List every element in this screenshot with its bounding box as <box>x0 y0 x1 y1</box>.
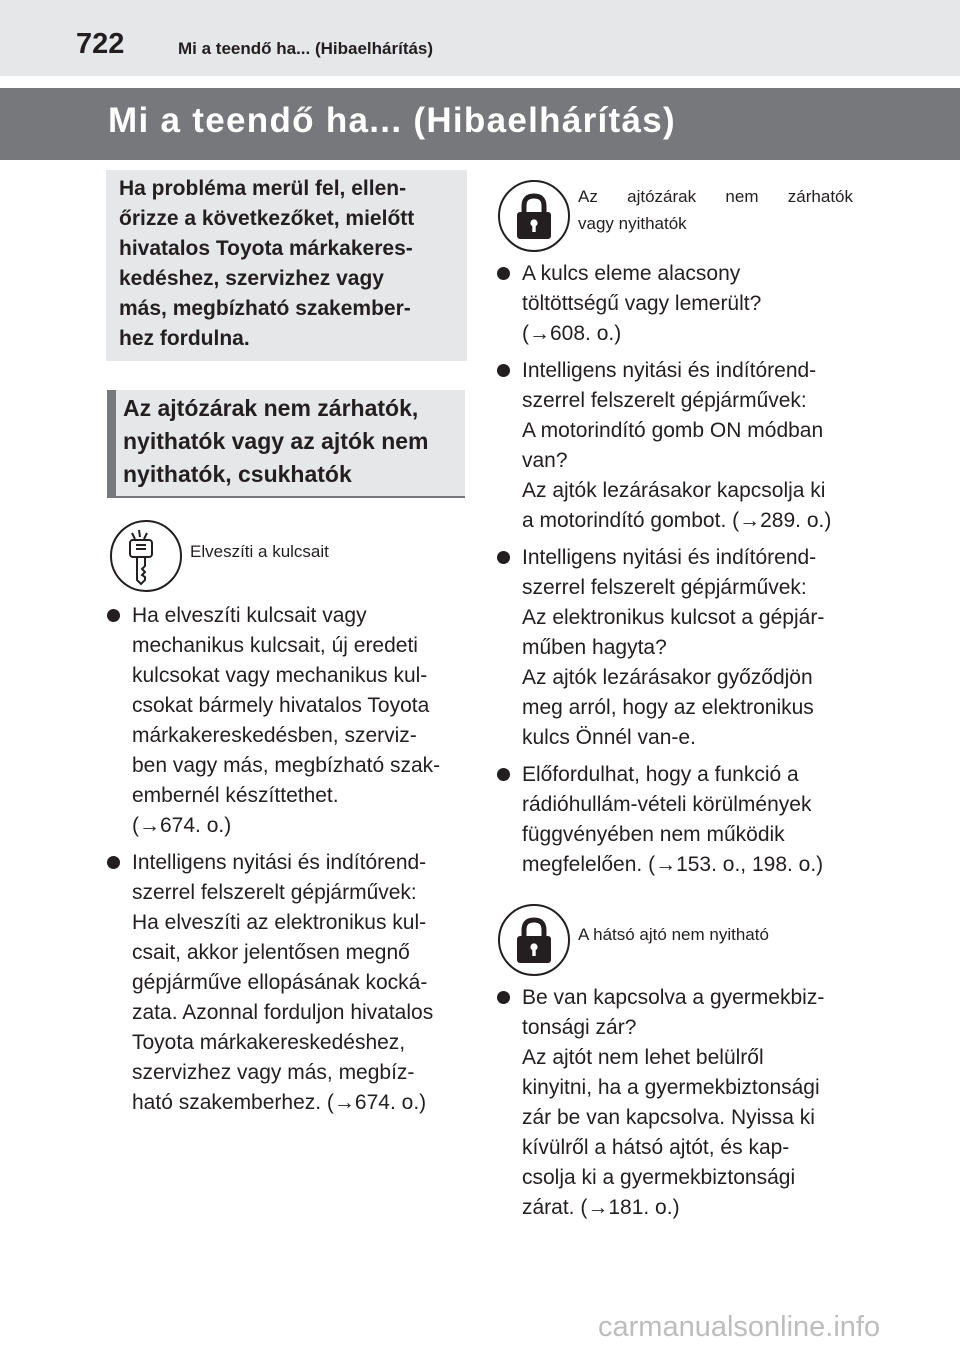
bullet <box>497 768 510 781</box>
page-title: Mi a teendő ha... (Hibaelhárítás) <box>108 101 677 140</box>
item-line: Intelligens nyitási és indítórend- <box>522 546 817 569</box>
item-line: csokat bármely hivatalos Toyota <box>132 694 430 717</box>
list-item <box>132 848 433 1118</box>
item-line: embernél készíttethet. <box>132 784 339 807</box>
item-line: szerrel felszerelt gépjárművek: <box>522 576 807 599</box>
subheading-line: vagy nyithatók <box>578 214 687 233</box>
item-line: Az ajtót nem lehet belülről <box>522 1046 764 1069</box>
intro-line: hez fordulna. <box>119 327 250 350</box>
item-line: gépjárműve ellopásának kocká- <box>132 971 428 994</box>
item-line: szervizhez vagy más, megbíz- <box>132 1061 415 1084</box>
item-line: ható szakemberhez. (→674. o.) <box>132 1091 427 1114</box>
item-line: kinyitni, ha a gyermekbiztonsági <box>522 1076 820 1099</box>
item-line: Be van kapcsolva a gyermekbiz- <box>522 986 825 1009</box>
item-line: ben vagy más, megbízható szak- <box>132 754 441 777</box>
list-item <box>522 983 824 1223</box>
padlock-icon <box>498 904 570 976</box>
item-line: Intelligens nyitási és indítórend- <box>132 851 427 874</box>
list-item <box>132 601 440 841</box>
item-line: csait, akkor jelentősen megnő <box>132 941 410 964</box>
section-heading-line: nyithatók vagy az ajtók nem <box>123 428 429 454</box>
section-heading-line: Az ajtózárak nem zárhatók, <box>123 395 419 421</box>
item-line: meg arról, hogy az elektronikus <box>522 696 814 719</box>
intro-line: Ha probléma merül fel, ellen- <box>119 177 407 200</box>
list-item <box>522 760 823 880</box>
subheading-door-locks <box>578 183 853 210</box>
padlock-icon <box>498 180 570 252</box>
section-heading-line: nyithatók, csukhatók <box>123 461 352 487</box>
section-heading <box>107 390 465 498</box>
bullet <box>107 856 120 869</box>
list-item <box>522 356 831 536</box>
item-line: Az ajtók lezárásakor kapcsolja ki <box>522 479 826 502</box>
item-line: Intelligens nyitási és indítórend- <box>522 359 817 382</box>
item-line: zárat. (→181. o.) <box>522 1196 680 1219</box>
subheading-lost-keys: Elveszíti a kulcsait <box>190 542 329 561</box>
list-item <box>522 259 761 349</box>
subheading-back-door: A hátsó ajtó nem nyitható <box>578 925 769 944</box>
item-line: függvényében nem működik <box>522 823 785 846</box>
item-line: a motorindító gombot. (→289. o.) <box>522 509 832 532</box>
key-icon <box>110 520 182 592</box>
item-line: Ha elveszíti az elektronikus kul- <box>132 911 427 934</box>
list-item <box>522 543 824 753</box>
intro-line: őrizze a következőket, mielőtt <box>119 207 415 230</box>
item-line: Előfordulhat, hogy a funkció a <box>522 763 799 786</box>
watermark: carmanualsonline.info <box>598 1311 881 1343</box>
item-line: kulcs Önnél van-e. <box>522 726 696 749</box>
item-line: (→674. o.) <box>132 814 232 837</box>
item-line: szerrel felszerelt gépjárművek: <box>132 881 417 904</box>
item-line: Az elektronikus kulcsot a gépjár- <box>522 606 825 629</box>
item-line: zata. Azonnal forduljon hivatalos <box>132 1001 434 1024</box>
item-line: mechanikus kulcsait, új eredeti <box>132 634 418 657</box>
bullet <box>107 609 120 622</box>
item-line: kulcsokat vagy mechanikus kul- <box>132 664 428 687</box>
intro-box <box>106 170 467 361</box>
item-line: tonsági zár? <box>522 1016 637 1039</box>
item-line: kívülről a hátsó ajtót, és kap- <box>522 1136 790 1159</box>
item-line: márkakereskedésben, szerviz- <box>132 724 417 747</box>
item-line: Toyota márkakereskedéshez, <box>132 1031 406 1054</box>
bullet <box>497 551 510 564</box>
item-line: Az ajtók lezárásakor győződjön <box>522 666 813 689</box>
intro-line: más, megbízható szakember- <box>119 297 411 320</box>
item-line: A motorindító gomb ON módban <box>522 419 824 442</box>
item-line: Ha elveszíti kulcsait vagy <box>132 604 367 627</box>
item-line: szerrel felszerelt gépjárművek: <box>522 389 807 412</box>
item-line: műben hagyta? <box>522 636 667 659</box>
bullet <box>497 364 510 377</box>
item-line: van? <box>522 449 568 472</box>
item-line: (→608. o.) <box>522 322 622 345</box>
bullet <box>497 991 510 1004</box>
page-number: 722 <box>76 28 125 60</box>
item-line: A kulcs eleme alacsony <box>522 262 741 285</box>
subheading-line: Az ajtózárak nem zárhatók <box>578 187 853 206</box>
item-line: zár be van kapcsolva. Nyissa ki <box>522 1106 815 1129</box>
item-line: rádióhullám-vételi körülmények <box>522 793 812 816</box>
bullet <box>497 267 510 280</box>
item-line: megfelelően. (→153. o., 198. o.) <box>522 853 824 876</box>
item-line: csolja ki a gyermekbiztonsági <box>522 1166 796 1189</box>
header-bar <box>0 0 960 76</box>
intro-line: hivatalos Toyota márkakeres- <box>119 237 413 260</box>
intro-line: kedéshez, szervizhez vagy <box>119 267 384 290</box>
item-line: töltöttségű vagy lemerült? <box>522 292 762 315</box>
running-title: Mi a teendő ha... (Hibaelhárítás) <box>178 39 434 58</box>
